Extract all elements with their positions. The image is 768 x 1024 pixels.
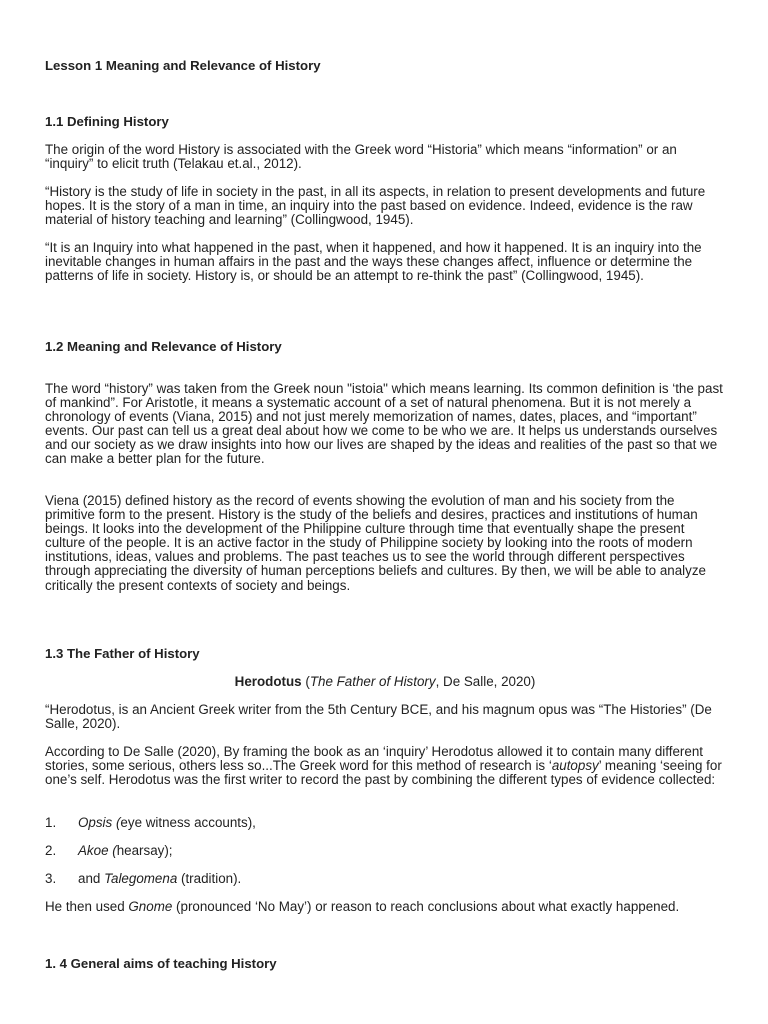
- list-text: Opsis (eye witness accounts),: [78, 815, 256, 830]
- list-number: 1.: [45, 815, 57, 830]
- caption-name: Herodotus: [234, 674, 302, 689]
- p2-italic: autopsy: [551, 758, 599, 774]
- section-1-1-heading: 1.1 Defining History: [45, 114, 169, 129]
- section-1-2-heading: 1.2 Meaning and Relevance of History: [45, 339, 282, 354]
- caption-rest: , De Salle, 2020): [435, 674, 536, 689]
- p3-before: He then used: [45, 899, 129, 914]
- p2-before: According to De Salle (2020), By framing the book as an ‘inquiry’ Herodotus allowed it to contain many different stories, some serious, others less so...The Greek word for this method of research is ‘: [45, 744, 703, 774]
- section-1-3-paragraph-1: “Herodotus, is an Ancient Greek writer from the 5th Century BCE, and his magnum opus was “The Histories” (De Salle, 2020).: [45, 702, 712, 732]
- list-text: and Talegomena (tradition).: [78, 871, 242, 886]
- p3-italic: Gnome: [128, 899, 173, 914]
- section-1-2-paragraph-1: The word “history” was taken from the Greek noun "istoia" which means learning. Its common definition is ‘the past of mankind”. For Aristotle, it means a systematic account of a set of natural phenomena. But it is not merely a chronology of events (Viana, 2015) and not just merely memorization of names, dates, places, and “important” events. Our past can tell us a great deal about how we come to be who we are. It helps us understands ourselves and our society as we draw insights into how our lives are shaped by the ideas and realities of the past so that we can make a better plan for the future.: [45, 381, 723, 467]
- section-1-1-paragraph-2: “History is the study of life in society in the past, in all its aspects, in relation to present developments and future hopes. It is the story of a man in time, an inquiry into the past based on evidence. Indeed, evidence is the raw material of history teaching and learning” (Collingwood, 1945).: [45, 184, 706, 228]
- lesson-title: Lesson 1 Meaning and Relevance of History: [45, 58, 321, 73]
- list-number: 3.: [45, 871, 57, 886]
- caption-italic: The Father of History: [309, 674, 436, 689]
- section-1-3-heading: 1.3 The Father of History: [45, 646, 200, 661]
- p3-after: (pronounced ‘No May’) or reason to reach conclusions about what exactly happened.: [172, 899, 680, 914]
- p2-after: ’ meaning ‘seeing for one’s self. Herodotus was the first writer to record the past by combining the different types of evidence collected:: [45, 758, 722, 788]
- list-number: 2.: [45, 843, 57, 858]
- section-1-3-paragraph-3: [45, 900, 725, 914]
- section-1-2-paragraph-2: Viena (2015) defined history as the record of events showing the evolution of man and his society from the primitive form to the present. History is the study of the beliefs and desires, practices and institutions of human beings. It looks into the development of the Philippine culture through time that eventually shape the present culture of the people. It is an active factor in the study of Philippine society by looking into the roots of modern institutions, ideas, values and problems. The past teaches us to see the world through different perspectives through appreciating the diversity of human perceptions beliefs and cultures. By then, we will be able to analyze critically the present contexts of society and beings.: [45, 493, 706, 593]
- section-1-4-heading: 1. 4 General aims of teaching History: [45, 956, 277, 971]
- herodotus-caption: [45, 674, 725, 689]
- section-1-1-paragraph-1: The origin of the word History is associated with the Greek word “Historia” which means “information” or an “inquiry” to elicit truth (Telakau et.al., 2012).: [45, 142, 677, 172]
- list-text: Akoe (hearsay);: [78, 843, 173, 858]
- section-1-3-paragraph-2: [45, 745, 725, 787]
- caption-open: (: [301, 674, 310, 689]
- section-1-1-paragraph-3: “It is an Inquiry into what happened in the past, when it happened, and how it happened. It is an inquiry into the inevitable changes in human affairs in the past and the ways these changes affect, influence or determine the patterns of life in society. History is, or should be an attempt to re-think the past” (Collingwood, 1945).: [45, 240, 702, 284]
